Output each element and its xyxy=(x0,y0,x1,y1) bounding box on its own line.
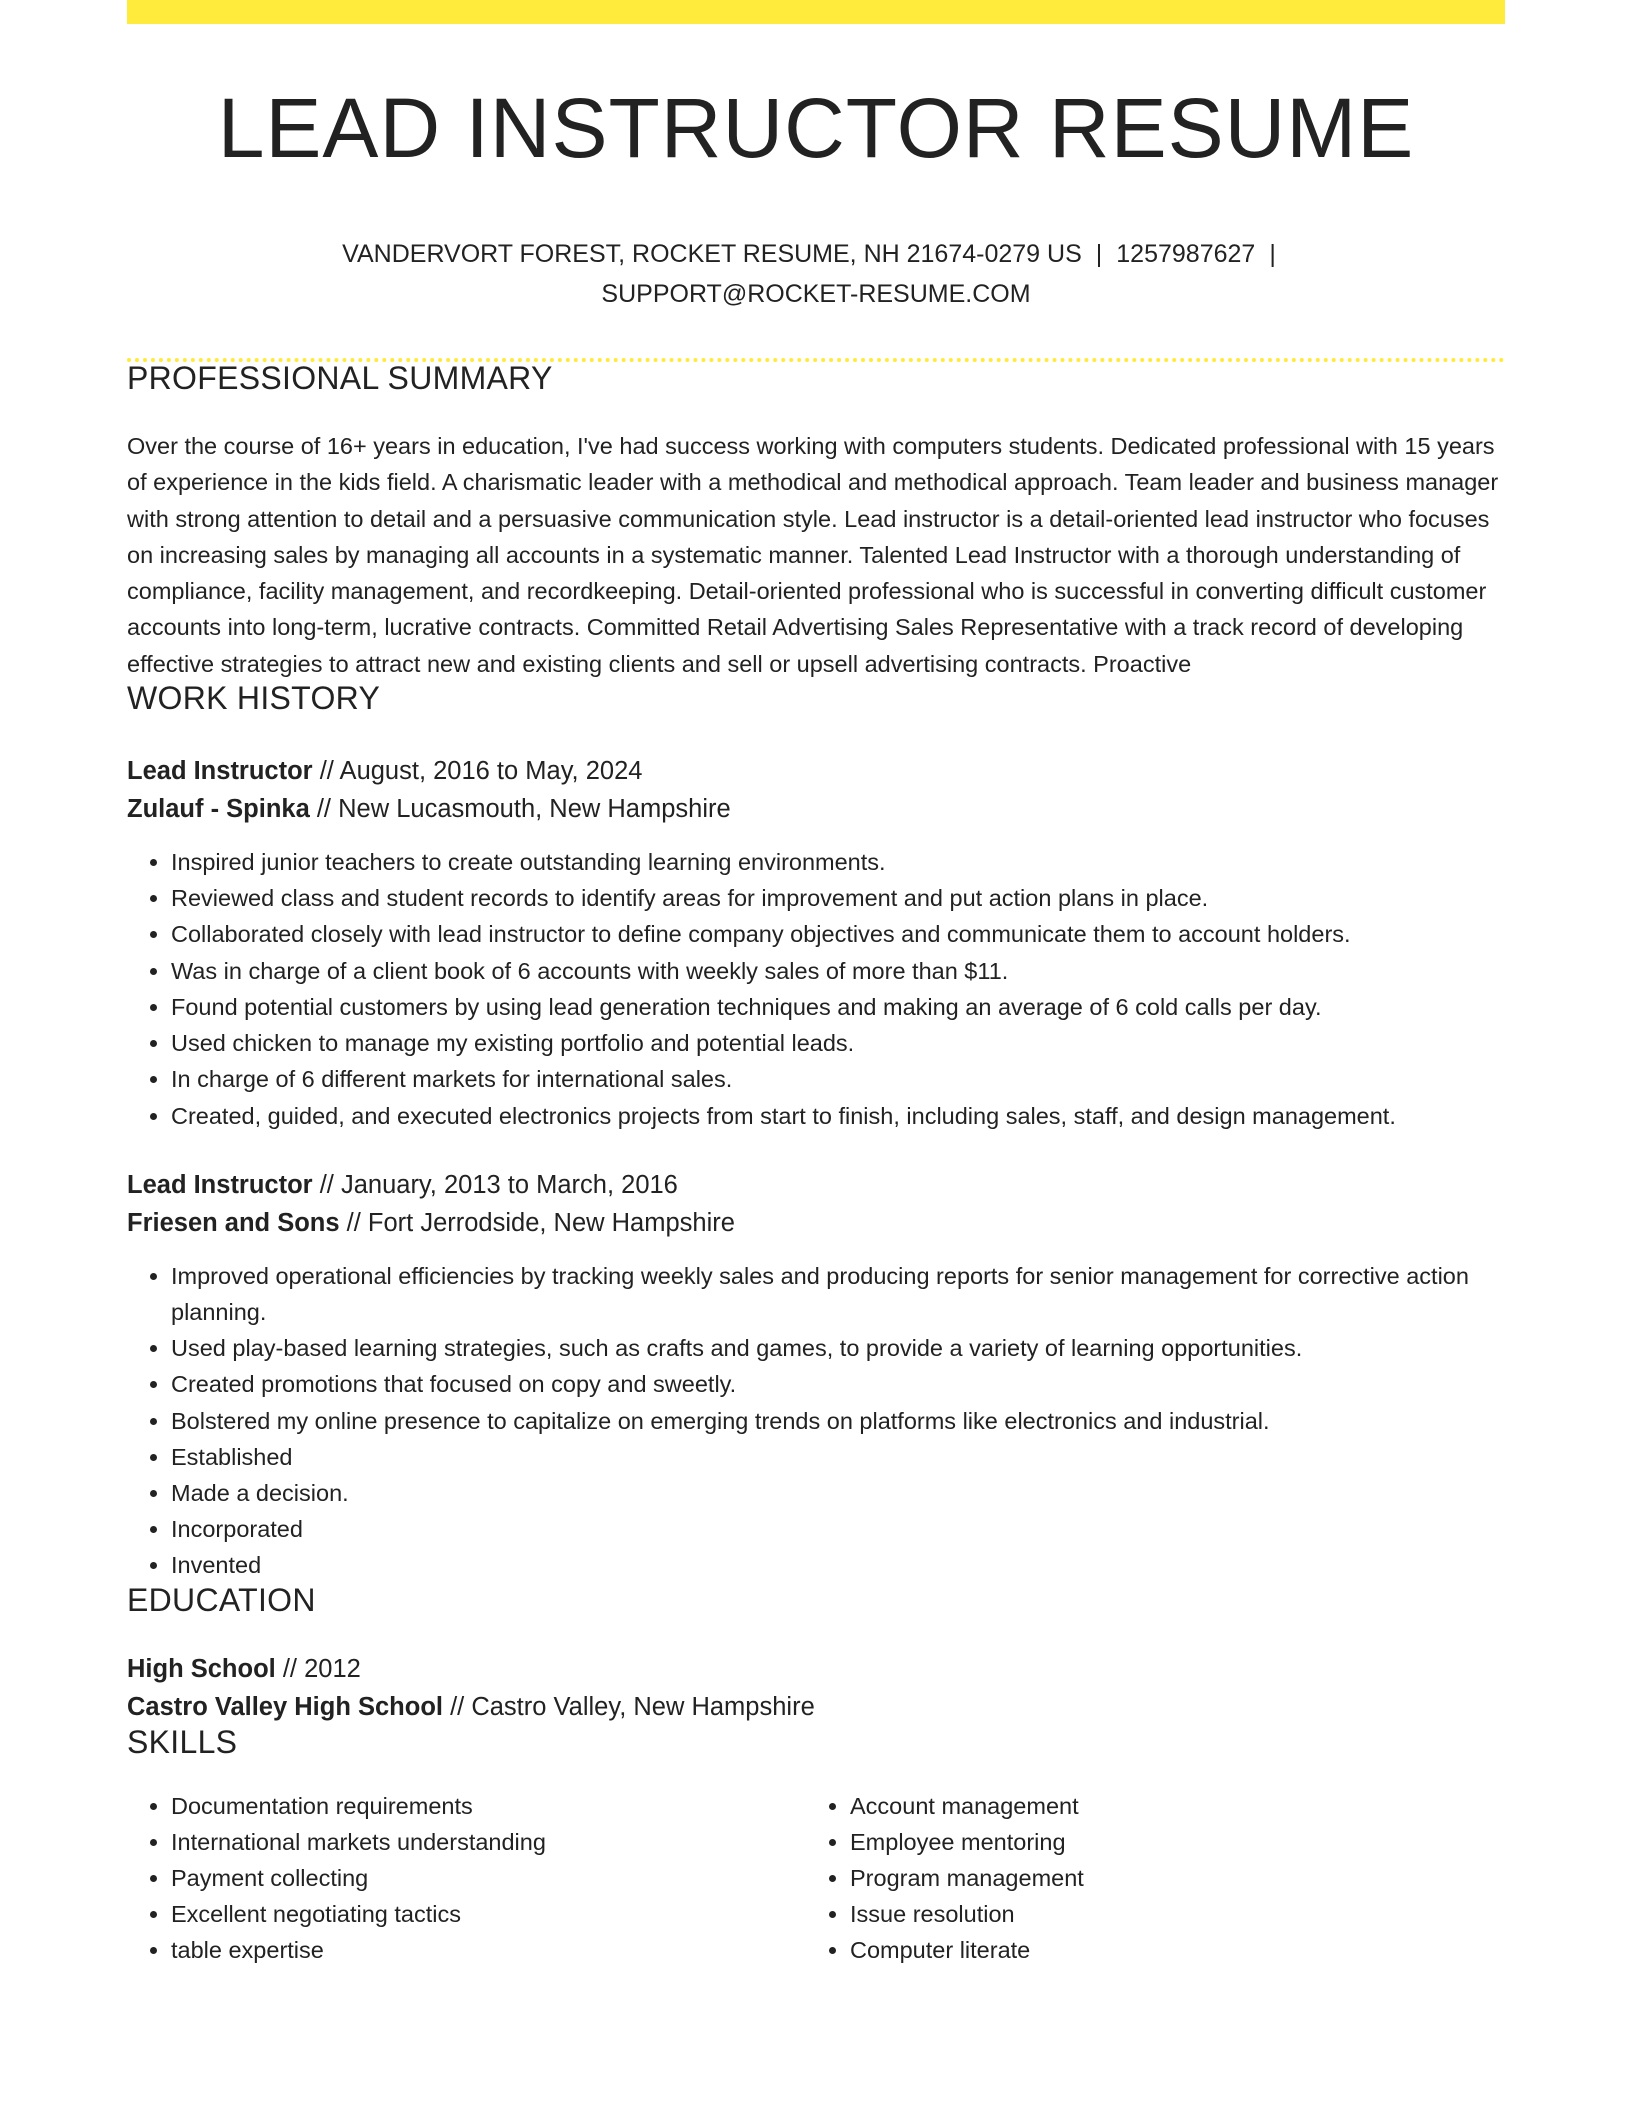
list-item: • Established xyxy=(171,1439,1505,1475)
email: SUPPORT@ROCKET-RESUME.COM xyxy=(601,280,1031,308)
list-item: • In charge of 6 different markets for international sales. xyxy=(171,1061,1505,1097)
skill-item: • Payment collecting xyxy=(171,1860,806,1896)
contact-info xyxy=(127,234,1505,314)
top-accent-bar xyxy=(127,0,1505,24)
separator: | xyxy=(1269,240,1276,268)
list-item: • Created, guided, and executed electronics projects from start to finish, including sales, staff, and design management. xyxy=(171,1098,1505,1134)
list-item: • Made a decision. xyxy=(171,1475,1505,1511)
separator: | xyxy=(1095,240,1103,268)
summary-heading: PROFESSIONAL SUMMARY xyxy=(127,360,553,396)
job-bullets xyxy=(127,1258,1505,1584)
skill-item: • International markets understanding xyxy=(171,1824,806,1860)
job-bullets xyxy=(127,844,1505,1134)
skills-heading: SKILLS xyxy=(127,1723,238,1760)
job-title: Lead Instructor xyxy=(127,1170,313,1199)
skill-item: • Issue resolution xyxy=(850,1896,1485,1932)
list-item: • Bolstered my online presence to capitalize on emerging trends on platforms like electronics and industrial. xyxy=(171,1403,1505,1439)
job-company-line xyxy=(127,790,1505,828)
job-dates: // January, 2013 to March, 2016 xyxy=(312,1170,678,1199)
address: VANDERVORT FOREST, ROCKET RESUME, NH 21674-0279 US xyxy=(342,240,1082,268)
skills-right-column xyxy=(806,1788,1485,1969)
list-item: • Invented xyxy=(171,1547,1505,1583)
job-location: // New Lucasmouth, New Hampshire xyxy=(309,795,731,824)
list-item: • Used chicken to manage my existing portfolio and potential leads. xyxy=(171,1025,1505,1061)
resume-page xyxy=(127,0,1505,1969)
list-item: • Was in charge of a client book of 6 accounts with weekly sales of more than $11. xyxy=(171,953,1505,989)
skill-item: • Excellent negotiating tactics xyxy=(171,1896,806,1932)
job-company: Friesen and Sons xyxy=(127,1208,340,1237)
skills-columns xyxy=(127,1788,1505,1969)
list-item: • Incorporated xyxy=(171,1511,1505,1547)
job-title-line xyxy=(127,752,1505,790)
school-name: Castro Valley High School xyxy=(127,1692,443,1721)
job-entry xyxy=(127,752,1505,828)
list-item: • Created promotions that focused on copy and sweetly. xyxy=(171,1366,1505,1402)
skill-item: • Computer literate xyxy=(850,1932,1485,1968)
phone: 1257987627 xyxy=(1116,240,1256,268)
job-title-line xyxy=(127,1166,1505,1204)
skill-item: • Documentation requirements xyxy=(171,1788,806,1824)
work-history-heading: WORK HISTORY xyxy=(127,680,381,717)
job-entry xyxy=(127,1166,1505,1242)
job-dates: // August, 2016 to May, 2024 xyxy=(312,757,643,786)
job-company-line xyxy=(127,1204,1505,1242)
degree: High School xyxy=(127,1654,276,1683)
job-title: Lead Instructor xyxy=(127,757,313,786)
list-item: • Collaborated closely with lead instructor to define company objectives and communicate them to account holders. xyxy=(171,916,1505,952)
skill-item: • Account management xyxy=(850,1788,1485,1824)
education-year: // 2012 xyxy=(275,1654,361,1683)
list-item: • Inspired junior teachers to create outstanding learning environments. xyxy=(171,844,1505,880)
education-entry xyxy=(127,1650,1505,1726)
list-item: • Used play-based learning strategies, such as crafts and games, to provide a variety of learning opportunities. xyxy=(171,1330,1505,1366)
list-item: • Found potential customers by using lead generation techniques and making an average of 6 cold calls per day. xyxy=(171,989,1505,1025)
skill-item: • table expertise xyxy=(171,1932,806,1968)
skills-left-column xyxy=(127,1788,806,1969)
resume-title: LEAD INSTRUCTOR RESUME xyxy=(217,81,1415,175)
education-heading: EDUCATION xyxy=(127,1581,316,1618)
skill-item: • Employee mentoring xyxy=(850,1824,1485,1860)
summary-text: Over the course of 16+ years in education, I've had success working with computers students. Dedicated professional with 15 years of experience in the kids field. A charismatic leader with a methodical and methodical approach. Team leader and business manager with strong attention to detail and a persuasive communication style. Lead instructor is a detail-oriented lead instructor who focuses on increasing sales by managing all accounts in a systematic manner. Talented Lead Instructor with a thorough understanding of compliance, facility management, and recordkeeping. Detail-oriented professional who is successful in converting difficult customer accounts into long-term, lucrative contracts. Committed Retail Advertising Sales Representative with a track record of developing effective strategies to attract new and existing clients and sell or upsell advertising contracts. Proactive xyxy=(127,433,1499,677)
school-line xyxy=(127,1688,1505,1726)
job-company: Zulauf - Spinka xyxy=(127,795,310,824)
skill-item: • Program management xyxy=(850,1860,1485,1896)
list-item: • Improved operational efficiencies by tracking weekly sales and producing reports for senior management for corrective action planning. xyxy=(171,1258,1505,1330)
degree-line xyxy=(127,1650,1505,1688)
list-item: • Reviewed class and student records to identify areas for improvement and put action plans in place. xyxy=(171,880,1505,916)
school-location: // Castro Valley, New Hampshire xyxy=(443,1692,815,1721)
job-location: // Fort Jerrodside, New Hampshire xyxy=(339,1208,735,1237)
